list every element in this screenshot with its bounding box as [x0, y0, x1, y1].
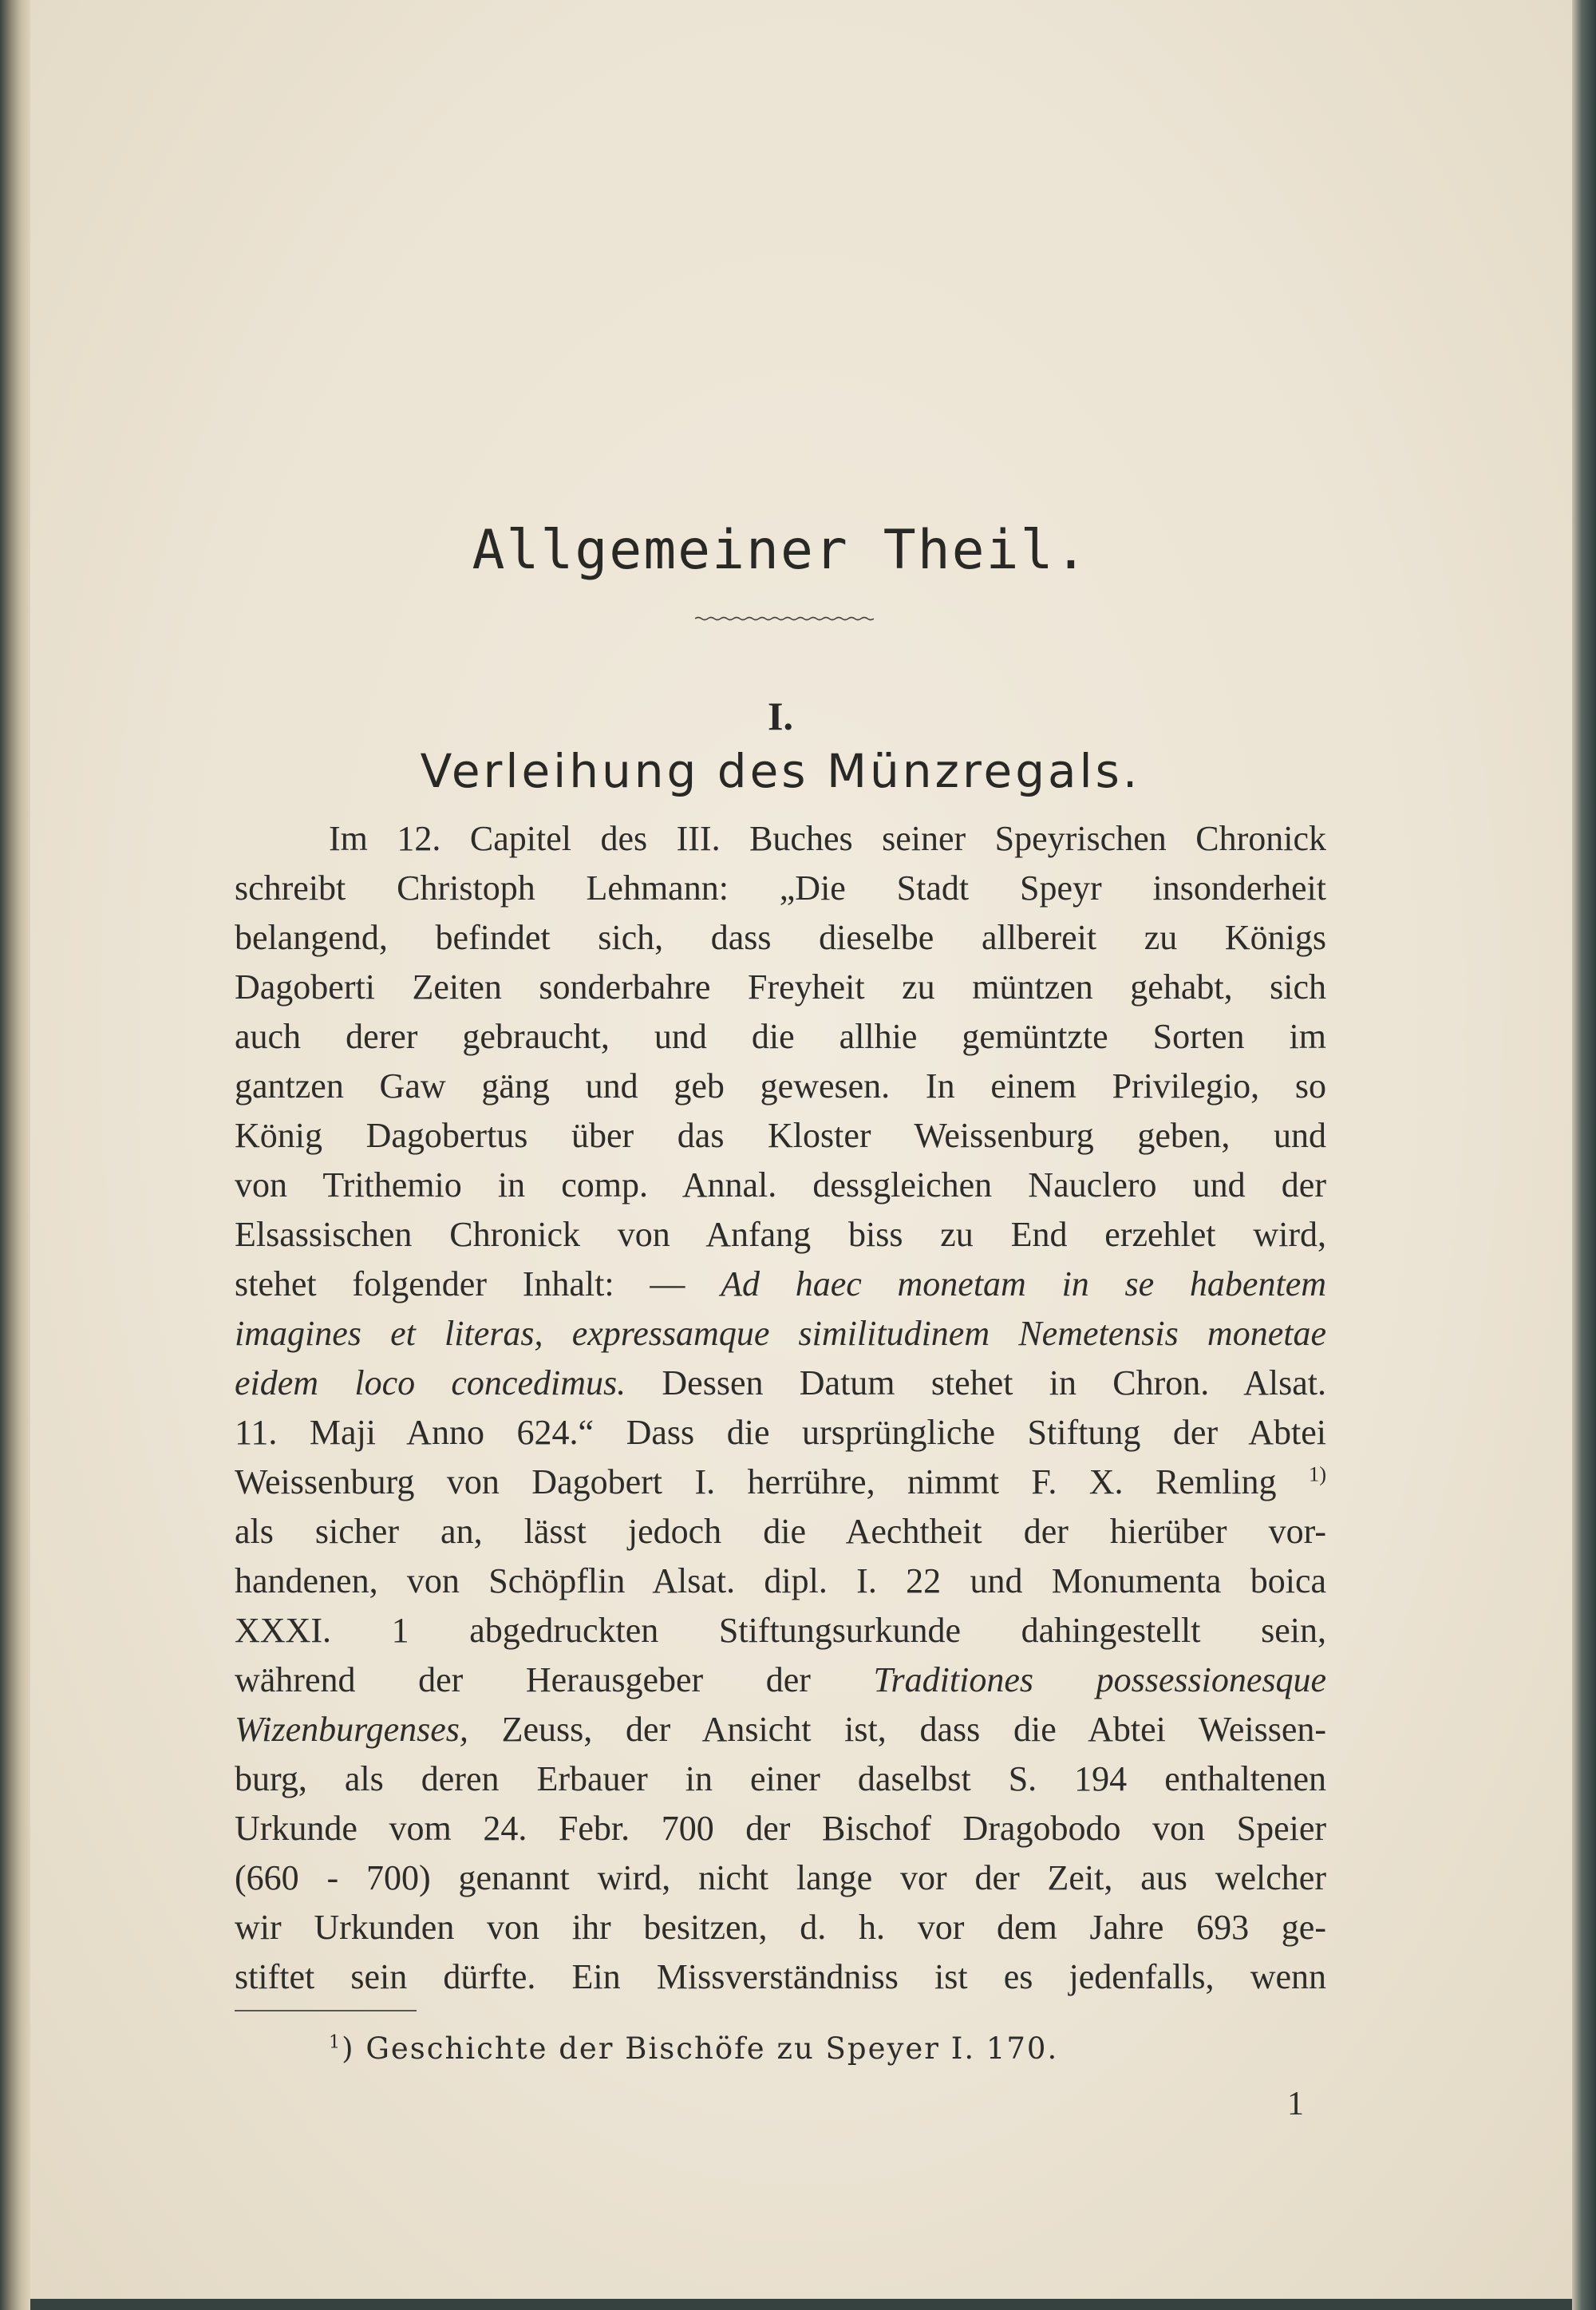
footnote: $^1$) Geschichte der Bischöfe zu Speyer I. 170.: [329, 2031, 1059, 2066]
text-line: als sicher an, lässt jedoch die Aechtheit der hierüber vor-: [235, 1512, 1326, 1551]
text-line: [235, 1458, 1326, 1507]
latin-quote: eidem loco concedimus.: [235, 1363, 626, 1402]
footnote-divider: [235, 2010, 417, 2011]
latin-quote: Ad haec monetam in se habentem: [721, 1264, 1326, 1303]
text-segment: während der Herausgeber der: [235, 1660, 874, 1699]
text-line: Im 12. Capitel des III. Buches seiner Speyrischen Chronick: [329, 819, 1326, 858]
text-segment: Weissenburg von Dagobert I. herrühre, nimmt F. X. Remling: [235, 1462, 1277, 1501]
text-line: wir Urkunden von ihr besitzen, d. h. vor dem Jahre 693 ge-: [235, 1908, 1326, 1947]
text-line: schreibt Christoph Lehmann: „Die Stadt Speyr insonderheit: [235, 868, 1326, 908]
text-line: [235, 1260, 1326, 1309]
book-page: [30, 0, 1572, 2299]
section-number: I.: [768, 694, 793, 738]
text-segment: Zeuss, der Ansicht ist, dass die Abtei Weissen-: [468, 1710, 1326, 1749]
text-line: [235, 1359, 1326, 1408]
text-line: (660 - 700) genannt wird, nicht lange vor der Zeit, aus welcher: [235, 1858, 1326, 1897]
footnote-reference: 1): [1309, 1462, 1326, 1486]
text-line: Dagoberti Zeiten sonderbahre Freyheit zu müntzen gehabt, sich: [235, 967, 1326, 1007]
text-line: gantzen Gaw gäng und geb gewesen. In einem Privilegio, so: [235, 1066, 1326, 1106]
latin-quote: imagines et literas, expressamque similitudinem Nemetensis monetae: [235, 1314, 1326, 1353]
text-line: Elsassischen Chronick von Anfang biss zu End erzehlet wird,: [235, 1215, 1326, 1254]
book-bottom-edge: [30, 2299, 1572, 2310]
text-line: auch derer gebraucht, und die allhie gemüntzte Sorten im: [235, 1017, 1326, 1056]
text-line: stiftet sein dürfte. Ein Missverständniss ist es jedenfalls, wenn: [235, 1957, 1326, 1996]
text-segment: stehet folgender Inhalt: —: [235, 1264, 721, 1303]
text-line: von Trithemio in comp. Annal. dessgleichen Nauclero und der: [235, 1165, 1326, 1204]
page-number: 1: [1287, 2086, 1304, 2122]
book-cover-edge: [1572, 0, 1596, 2310]
text-line: [235, 1655, 1326, 1705]
text-line: [235, 1705, 1326, 1754]
text-line: 11. Maji Anno 624.“ Dass die ursprüngliche Stiftung der Abtei: [235, 1413, 1326, 1452]
text-line: burg, als deren Erbauer in einer daselbst S. 194 enthaltenen: [235, 1759, 1326, 1798]
text-segment: Dessen Datum stehet in Chron. Alsat.: [626, 1363, 1326, 1402]
page-title: Allgemeiner Theil.: [472, 519, 1089, 582]
text-line: handenen, von Schöpflin Alsat. dipl. I. 22 und Monumenta boica: [235, 1561, 1326, 1600]
book-title: Traditiones possessionesque: [873, 1660, 1327, 1699]
text-line: Urkunde vom 24. Febr. 700 der Bischof Dragobodo von Speier: [235, 1809, 1326, 1848]
text-line: König Dagobertus über das Kloster Weissenburg geben, und: [235, 1116, 1326, 1155]
text-line: [235, 1309, 1326, 1359]
title-wavy-rule: [695, 616, 874, 621]
book-title: Wizenburgenses,: [235, 1710, 468, 1749]
section-title: Verleihung des Münzregals.: [420, 744, 1141, 798]
text-line: XXXI. 1 abgedruckten Stiftungsurkunde dahingestellt sein,: [235, 1611, 1326, 1650]
footnote-text: Geschichte der Bischöfe zu Speyer I. 170.: [354, 2031, 1059, 2066]
text-line: belangend, befindet sich, dass dieselbe allbereit zu Königs: [235, 918, 1326, 957]
book-spine-shadow: [0, 0, 30, 2310]
footnote-marker: 1: [329, 2031, 342, 2053]
